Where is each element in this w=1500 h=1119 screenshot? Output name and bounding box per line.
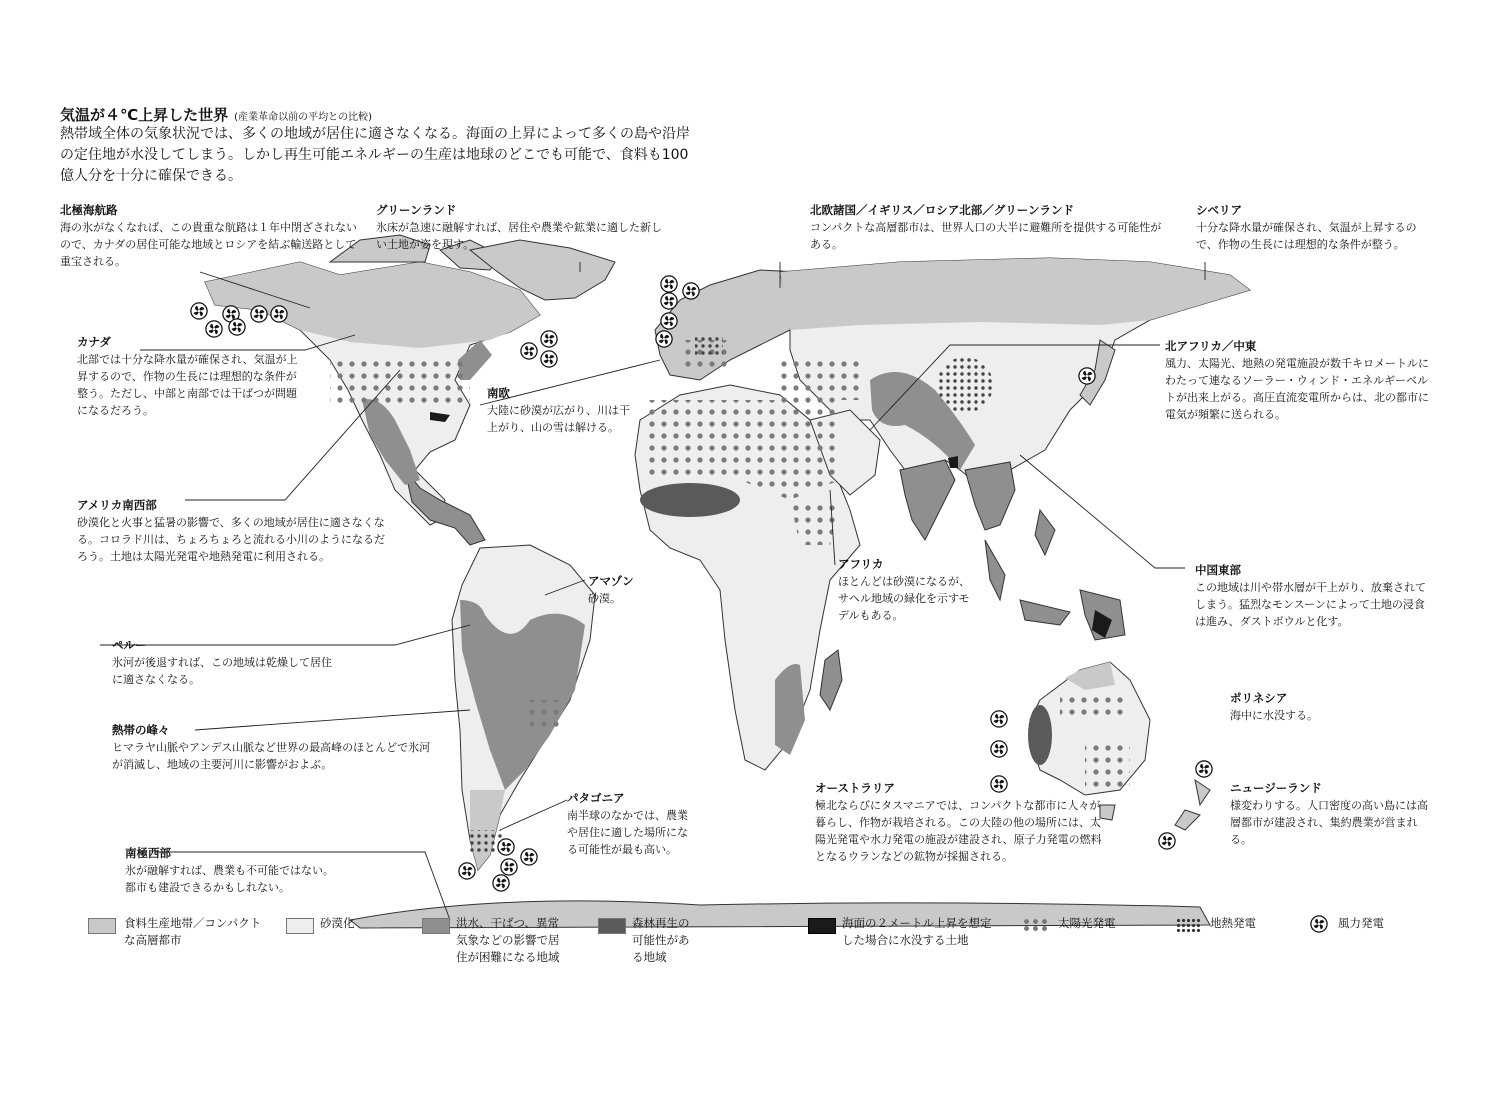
note-east-china [1195,562,1435,630]
west-australia-forest [1028,705,1052,765]
note-greenland [376,202,666,253]
wind-turbine-icon [541,351,557,367]
wind-turbine-icon [661,293,677,309]
note-heading: 北欧諸国／イギリス／ロシア北部／グリーンランド [810,203,1075,217]
note-body: 十分な降水量が確保され、気温が上昇するので、作物の生長には理想的な条件が整う。 [1196,221,1417,251]
asia-geothermal [937,357,993,413]
new-zealand [1175,780,1210,830]
note-heading: 南極西部 [125,846,171,860]
note-body: 海の氷がなくなれば、この貴重な航路は１年中閉ざされないので、カナダの居住可能な地域とロシアを結ぶ輸送路として重宝される。 [60,221,357,268]
wind-turbine-icon [493,875,509,891]
note-body: 氷が融解すれば、農業も不可能ではない。都市も建設できるかもしれない。 [125,864,334,894]
note-south-europe [487,385,637,436]
note-patagonia [567,790,692,858]
legend-label-forest: 森林再生の可能性がある地域 [632,916,690,964]
wind-turbine-icon [541,331,557,347]
map-title [60,104,372,125]
central-asia-solar [780,360,860,400]
wind-turbine-icon [683,283,699,299]
legend-swatch-desert [286,918,314,934]
east-africa-hazard [775,664,805,755]
legend-label-sea: 海面の２メートル上昇を想定した場合に水没する土地 [842,916,992,947]
title-subtitle: (産業革命以前の平均との比較) [234,112,372,123]
note-canada [77,334,299,419]
us-solar [330,360,470,405]
note-us-southwest [77,497,387,565]
note-body: 南半球のなかでは、農業や居住に適した場所になる可能性が最も高い。 [567,809,688,856]
europe-geothermal [695,335,723,355]
legend-label-wind: 風力発電 [1338,916,1384,930]
south-america-solar [530,700,560,730]
note-peru [112,637,342,688]
solar-dots-icon [1022,918,1048,932]
note-heading: アフリカ [838,557,884,571]
note-heading: 北極海航路 [60,203,118,217]
russia-north-band [780,258,1250,330]
legend-label-flood: 洪水、干ばつ、異常気象などの影響で居住が困難になる地域 [456,916,560,964]
madagascar [820,650,842,710]
note-body: 氷床が急速に融解すれば、居住や農業や鉱業に適した新しい土地が姿を現す。 [376,221,662,251]
note-heading: 南欧 [487,386,510,400]
note-heading: アメリカ南西部 [77,498,157,512]
wind-turbine-icon [498,839,514,855]
wind-turbine-icon [271,306,287,322]
note-body: 大陸に砂漠が広がり、川は干上がり、山の雪は解ける。 [487,404,630,434]
legend-label-geo: 地熱発電 [1210,916,1256,930]
note-new-zealand [1230,780,1435,848]
legend-swatch-sea [808,918,836,934]
note-africa [838,556,978,624]
note-heading: アマゾン [588,574,634,588]
wind-turbine-icon [991,711,1007,727]
note-nordic [810,202,1170,253]
note-amazon [588,573,668,607]
note-body: 北部では十分な降水量が確保され、気温が上昇するので、作物の生長には理想的な条件が整う。ただし、中部と南部では干ばつが問題になるだろう。 [77,353,298,417]
note-heading: 北アフリカ／中東 [1165,339,1257,353]
note-heading: 中国東部 [1195,563,1241,577]
note-body: 風力、太陽光、地熱の発電施設が数千キロメートルにわたって連なるソーラー・ウィンド・エネルギーベルトが出来上がる。高圧直流変電所からは、北の都市に電気が頻繁に送られる。 [1165,357,1429,421]
legend-label-food: 食料生産地帯／コンパクトな高層都市 [124,916,262,947]
note-body: ヒマラヤ山脈やアンデス山脈など世界の最高峰のほとんどで氷河が消滅し、地域の主要河川に影響がおよぶ。 [112,741,431,771]
geothermal-dots-icon [1176,918,1202,932]
wind-turbine-icon [229,319,245,335]
note-antarctica [125,845,340,896]
wind-turbine-icon [521,343,537,359]
note-siberia [1196,202,1436,253]
note-tropical-peaks [112,722,437,773]
note-body: ほとんどは砂漠になるが、サヘル地域の緑化を示すモデルもある。 [838,575,970,622]
note-body: 海中に水没する。 [1230,709,1318,722]
legend-label-desert: 砂漠化 [320,916,355,930]
intro-text: 熱帯域全体の気象状況では、多くの地域が居住に適さなくなる。海面の上昇によって多くの島や沿岸の定住地が水没してしまう。しかし再生可能エネルギーの生産は地球のどこでも可能で、食料も100億人分を十分に確保できる。 [60,126,690,184]
note-body: 様変わりする。人口密度の高い島には高層都市が建設され、集約農業が営まれる。 [1230,799,1428,846]
note-heading: 熱帯の峰々 [112,723,170,737]
note-heading: オーストラリア [815,781,895,795]
india [900,460,955,540]
wind-turbine-icon [661,313,677,329]
wind-turbine-icon [1310,915,1328,933]
wind-turbine-icon [521,849,537,865]
note-body: コンパクトな高層都市は、世界人口の大半に避難所を提供する可能性がある。 [810,221,1162,251]
sahel-forest [640,483,740,517]
bangladesh-submerged [948,456,958,468]
wind-turbine-icon [501,859,517,875]
note-arctic [60,202,360,270]
note-body: 極北ならびにタスマニアでは、コンパクトな都市に人々が暮らし、作物が栽培される。この大陸の他の場所には、太陽光発電や水力発電の施設が建設され、原子力発電の燃料となるウランなどの鉱物が採掘される。 [815,799,1102,863]
wind-turbine-icon [1196,761,1212,777]
note-heading: ニュージーランド [1230,781,1322,795]
wind-turbine-icon [656,331,672,347]
note-body: 砂漠。 [588,592,621,605]
southeast-asia [965,462,1015,530]
legend-swatch-food [88,918,116,934]
note-heading: ペルー [112,638,147,652]
note-polynesia [1230,690,1350,724]
note-heading: グリーンランド [376,203,457,217]
wind-turbine-icon [661,276,677,292]
wind-turbine-icon [1079,368,1095,384]
note-body: 氷河が後退すれば、この地域は乾燥して居住に適さなくなる。 [112,656,332,686]
wind-turbine-icon [459,863,475,879]
title-text: 気温が４℃上昇した世界 [60,106,229,124]
note-heading: パタゴニア [567,791,625,805]
wind-turbine-icon [251,306,267,322]
legend-swatch-forest [598,918,626,934]
wind-turbine-icon [991,741,1007,757]
legend-swatch-flood [422,918,450,934]
wind-turbine-icon [191,303,207,319]
note-heading: ポリネシア [1230,691,1288,705]
note-heading: シベリア [1196,203,1242,217]
legend-label-solar: 太陽光発電 [1058,916,1116,930]
note-body: この地域は川や帯水層が干上がり、放棄されてしまう。猛烈なモンスーンによって土地の浸食は進み、ダストボウルと化す。 [1195,581,1426,628]
note-australia [815,780,1110,865]
wind-turbine-icon [1159,833,1175,849]
note-north-africa [1165,338,1435,423]
note-heading: カナダ [77,335,111,349]
note-body: 砂漠化と火事と猛暑の影響で、多くの地域が居住に適さなくなる。コロラド川は、ちょろちょろと流れる小川のようになるだろう。土地は太陽光発電や地熱発電に利用される。 [77,516,385,563]
